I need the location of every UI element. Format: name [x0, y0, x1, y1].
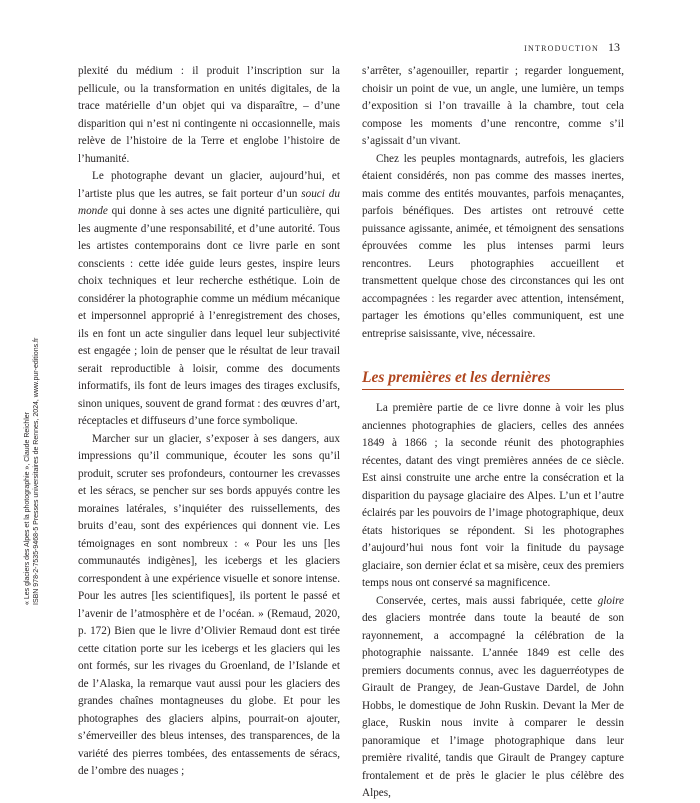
italic-phrase: gloire: [597, 594, 624, 607]
section-heading: Les premières et les dernières: [362, 368, 624, 390]
page-number: 13: [608, 40, 620, 54]
paragraph-text: qui donne à ses actes une dignité particulière, qui les augmente d’une responsabilité, et d’une autorité. Tous les artistes contemporains dont ce livre parle en sont conscients : cette idée guide leurs gestes, inspire leurs choix techniques et leur recherche esthétique. Loin de considérer la photographie comme un médium mécanique et impersonnel approprié à l’enregistrement des choses, ils en font un acte singulier dans lequel leur subjectivité est engagée ; loin de penser que le résultat de leur travail serait reproductible à loisir, comme des documents informatifs, ils font de leurs images des tirages exclusifs, sinon uniques, souvent de grand format : des œuvres d’art, réceptacles et diffuseurs d’une force symbolique.: [78, 205, 340, 427]
right-column: [362, 63, 624, 803]
paragraph: [78, 168, 340, 431]
side-credit: [24, 337, 44, 605]
paragraph-text: Conservée, certes, mais aussi fabriquée, cette: [376, 594, 598, 607]
paragraph-text: des glaciers montrée dans toute la beauté de son rayonnement, a accompagné la célébration de la photographie naissante. L’année 1849 est celle des premiers documents connus, avec les daguerréotypes de Girault de Prangey, de Jean-Gustave Dardel, de John Hobbs, le domestique de John Ruskin. Devant la Mer de glace, Ruskin nous invite à comparer le dessin panoramique et l’image photographique dans leur première rivalité, tandis que Girault de Prangey capture frontalement et de près le glacier le plus célèbre des Alpes,: [362, 612, 624, 799]
italic-phrase: souci du monde: [78, 187, 340, 217]
left-column: [78, 63, 340, 781]
credit-line-title: « Les glaciers des Alpes et la photographie », Claude Reichler: [24, 411, 31, 605]
paragraph-text: Le photographe devant un glacier, aujourd’hui, et l’artiste plus que les autres, se fait porteur d’un: [78, 170, 340, 200]
paragraph: La première partie de ce livre donne à voir les plus anciennes photographies de glaciers, celles des années 1849 à 1866 ; la seconde réunit des photographies récentes, datant des vingt premières années de ce siècle. Est ainsi construite une arche entre la consécration et la disparition du paysage glaciaire des Alpes. L’un et l’autre éclairés par les pouvoirs de l’image photographique, deux états historiques se répondent. Si les photographes d’aujourd’hui nous font voir la finitude du paysage glaciaire, son dernier éclat et sa misère, ceux des premiers temps nous ont conservé sa magnificence.: [362, 402, 624, 589]
paragraph: plexité du médium : il produit l’inscription sur la pellicule, ou la transformation en unités digitales, de la trace matérielle d’un objet qui va disparaître, – d’une disparition qui n’est ni contingente ni occasionnelle, mais relève de l’histoire de la Terre et englobe l’histoire de l’humanité.: [78, 65, 340, 165]
paragraph: [362, 593, 624, 803]
paragraph: Marcher sur un glacier, s’exposer à ses dangers, aux impressions qu’il communique, écouter les sons qu’il produit, scruter ses profondeurs, contourner les crevasses et les séracs, se pencher sur ses bords appuyés contre les moraines latérales, s’inquiéter des ruissellements, des bruits d’eau, sont des expériences qui donnent vie. Les témoignages en sont nombreux : « Pour les uns [les communautés indigènes], les icebergs et les glaciers correspondent à une expérience visuelle et sonore intense. Pour les autres [les scientifiques], ils portent le passé et l’avenir de l’atmosphère et de l’océan. » (Remaud, 2020, p. 172) Bien que le livre d’Olivier Remaud dont est tirée cette citation porte sur les icebergs et les glaciers qui les ont formés, sur les rivages du Groenland, de l’Islande et de l’Alaska, la remarque vaut aussi pour les glaciers des grandes chaînes montagneuses du globe. Et pour les photographes des glaciers alpins, pourrait-on ajouter, s’émerveiller des bleus intenses, des transparences, de la variété des pierres tombées, des entassements de séracs, de l’ombre des nuages ;: [78, 432, 340, 777]
running-head-label: INTRODUCTION: [524, 44, 599, 53]
paragraph: s’arrêter, s’agenouiller, repartir ; regarder longuement, choisir un point de vue, un angle, une lumière, un temps d’exposition si l’on travaille à la chambre, tout cela compose les moments d’une rencontre, comme s’il s’agissait d’un vivant.: [362, 65, 624, 147]
paragraph: Chez les peuples montagnards, autrefois, les glaciers étaient considérés, non pas comme des masses inertes, mais comme des entités mouvantes, parfois menaçantes, parfois bénéfiques. Des artistes ont retrouvé cette puissance agissante, animée, et témoignent des sensations éprouvées comme les plus intenses parmi leurs rencontres. Leurs photographies accueillent et transmettent quelque chose des circonstances qui les ont accompagnées : les regarder avec attention, intensément, partager les émotions qu’elles communiquent, est une entreprise saisissante, vive, nécessaire.: [362, 152, 624, 340]
running-head: [524, 40, 620, 55]
credit-line-isbn: ISBN 978-2-7535-9468-5 Presses universitaires de Rennes, 2024, www.pur-editions.fr: [32, 337, 40, 605]
